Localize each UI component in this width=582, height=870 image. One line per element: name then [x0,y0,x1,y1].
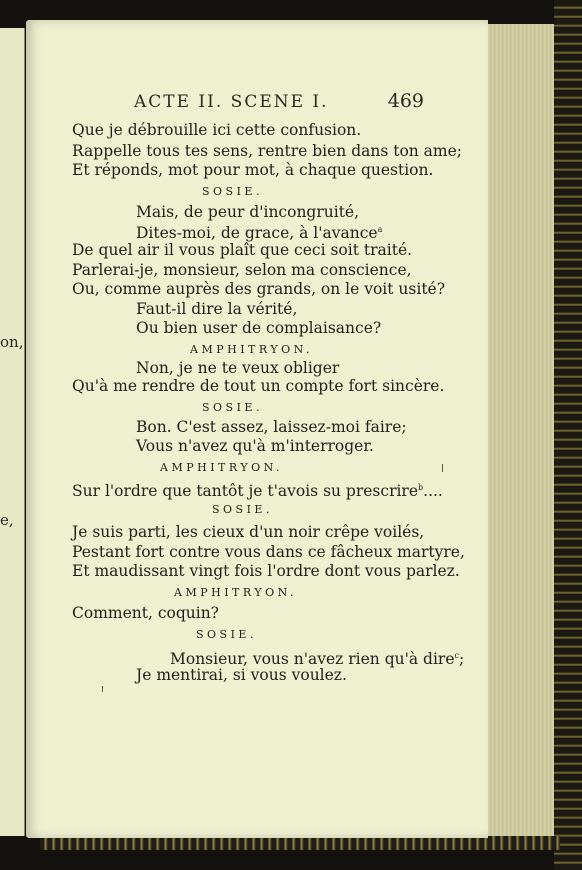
speaker-name: AMPHITRYON. [160,461,284,474]
header-title: ACTE II. SCENE I. [134,92,329,112]
speaker-name: SOSIE. [196,628,257,641]
verse-line: Comment, coquin? [72,604,219,622]
verse-line: Bon. C'est assez, laissez-moi faire; [136,418,407,436]
speaker-name: AMPHITRYON. [174,586,298,599]
verse-line: Ou, comme auprès des grands, on le voit usité? [72,280,446,298]
footnote-mark: c [454,651,460,660]
verse-line: Et maudissant vingt fois l'ordre dont vous parlez. [72,562,460,580]
footnote-mark: a [377,225,383,234]
verse-line: Non, je ne te veux obliger [136,359,340,377]
left-page-edge [0,28,25,836]
running-header [134,92,424,116]
verse-line: Qu'à me rendre de tout un compte fort sincère. [72,377,445,395]
ink-mark [442,464,443,472]
book-bottom-edge [40,836,560,850]
left-page-fragment: e, [0,511,14,529]
footnote-mark: b [418,483,424,492]
verse-line: Monsieur, vous n'avez rien qu'à dire$^c$; [170,650,465,669]
verse-line: Ou bien user de complaisance? [136,319,382,337]
verse-line: Vous n'avez qu'à m'interroger. [136,437,374,455]
verse-line: Que je débrouille ici cette confusion. [72,121,362,139]
book-page [26,20,488,838]
speaker-name: SOSIE. [202,185,263,198]
speaker-name: SOSIE. [202,401,263,414]
verse-line: Parlerai-je, monsieur, selon ma conscience, [72,261,412,279]
verse-line: Faut-il dire la vérité, [136,300,298,318]
verse-line: Rappelle tous tes sens, rentre bien dans ton ame; [72,142,463,160]
speaker-name: SOSIE. [212,503,273,516]
verse-line: Sur l'ordre que tantôt je t'avois su prescrire$^b$.... [72,482,443,501]
book-spine [554,0,582,870]
verse-line: Et réponds, mot pour mot, à chaque question. [72,161,434,179]
verse-line: Dites-moi, de grace, à l'avance$^a$ [136,224,383,243]
page-number: 469 [387,90,424,112]
page-stack-edges [484,24,557,836]
verse-line: Mais, de peur d'incongruité, [136,203,360,221]
verse-line: Je mentirai, si vous voulez. [136,666,347,684]
speaker-name: AMPHITRYON. [190,343,314,356]
verse-line: De quel air il vous plaît que ceci soit traité. [72,241,413,259]
verse-line: Pestant fort contre vous dans ce fâcheux martyre, [72,543,465,561]
verse-line: Je suis parti, les cieux d'un noir crêpe voilés, [72,523,425,541]
ink-mark [102,686,103,692]
left-page-fragment: on, [0,333,24,351]
